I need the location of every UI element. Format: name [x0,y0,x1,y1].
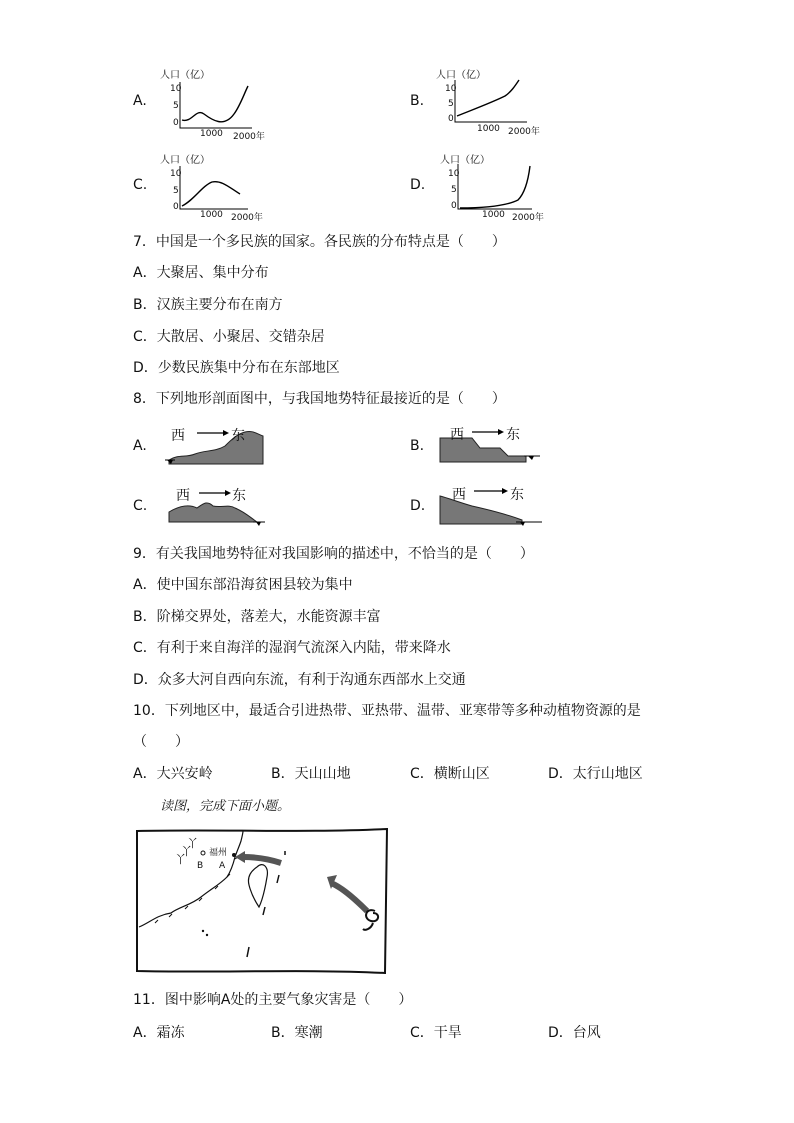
typhoon-map [135,827,389,975]
option-letter: A. [133,438,147,454]
xtick-1000: 1000 [482,210,505,220]
ytick-10: 10 [445,84,457,94]
q10-option-a[interactable]: A．大兴安岭 [133,766,213,782]
option-letter: B. [410,93,425,109]
q11-option-b[interactable]: B．寒潮 [271,1025,323,1041]
q9-option-d[interactable]: D．众多大河自西向东流，有利于沟通东西部水上交通 [133,672,466,688]
xtick-1000: 1000 [477,124,500,134]
q11-option-d[interactable]: D．台风 [548,1025,601,1041]
map-intro: 读图，完成下面小题。 [160,799,291,814]
population-graph-b [453,78,528,126]
q10-option-b[interactable]: B．天山山地 [271,766,351,782]
q7-option-d[interactable]: D．少数民族集中分布在东部地区 [133,360,340,376]
ytick-5: 5 [173,101,179,111]
ytick-0: 0 [173,202,179,212]
ytick-0: 0 [448,114,454,124]
west-label: 西 [171,428,185,444]
xtick-2000: 2000年 [233,132,265,142]
map-label-b: B [197,861,204,871]
q11-option-a[interactable]: A．霜冻 [133,1025,185,1041]
graph-ylabel: 人口（亿） [160,70,210,81]
east-label: 东 [510,487,524,503]
west-label: 西 [452,487,466,503]
map-label-a: A [219,861,226,871]
ytick-10: 10 [448,169,460,179]
xtick-2000: 2000年 [231,213,263,223]
q7-stem: 7．中国是一个多民族的国家。各民族的分布特点是（ ） [133,234,506,250]
option-letter: D. [410,498,426,514]
q10-option-c[interactable]: C．横断山区 [410,766,490,782]
ytick-10: 10 [170,84,182,94]
q10-option-d[interactable]: D．太行山地区 [548,766,643,782]
ytick-0: 0 [173,118,179,128]
xtick-1000: 1000 [200,129,223,139]
q9-option-c[interactable]: C．有利于来自海洋的湿润气流深入内陆，带来降水 [133,640,451,656]
option-letter: C. [133,177,148,193]
svg-text:丫: 丫 [181,845,192,858]
east-label: 东 [506,427,520,443]
ytick-10: 10 [170,169,182,179]
option-letter: B. [410,438,425,454]
q10-stem: 10．下列地区中，最适合引进热带、亚热带、温带、亚寒带等多种动植物资源的是 [133,703,641,719]
east-label: 东 [232,488,246,504]
q9-stem: 9．有关我国地势特征对我国影响的描述中，不恰当的是（ ） [133,546,534,562]
xtick-1000: 1000 [200,210,223,220]
graph-ylabel: 人口（亿） [436,70,486,81]
q11-stem: 11．图中影响A处的主要气象灾害是（ ） [133,992,413,1008]
graph-ylabel: 人口（亿） [160,155,210,166]
population-graph-a [178,80,253,130]
option-letter: D. [410,177,426,193]
q9-option-a[interactable]: A．使中国东部沿海贫困县较为集中 [133,577,353,593]
population-graph-d [456,162,534,212]
ytick-0: 0 [451,201,457,211]
svg-text:丫: 丫 [175,853,186,866]
west-label: 西 [450,427,464,443]
q11-option-c[interactable]: C．干旱 [410,1025,462,1041]
xtick-2000: 2000年 [512,213,544,223]
xtick-2000: 2000年 [508,127,540,137]
q7-option-a[interactable]: A．大聚居、集中分布 [133,265,269,281]
svg-text:丫: 丫 [187,837,198,850]
q10-stem-brackets: （ ） [133,734,189,750]
map-drawing [135,827,389,975]
map-city-label: 福州 [209,848,228,858]
west-label: 西 [176,488,190,504]
east-label: 东 [231,428,245,444]
q7-option-b[interactable]: B．汉族主要分布在南方 [133,297,283,313]
ytick-5: 5 [448,99,454,109]
option-letter: C. [133,498,148,514]
ytick-5: 5 [451,185,457,195]
population-graph-c [178,164,250,212]
q9-option-b[interactable]: B．阶梯交界处，落差大，水能资源丰富 [133,609,381,625]
graph-ylabel: 人口（亿） [440,155,490,166]
q8-stem: 8．下列地形剖面图中，与我国地势特征最接近的是（ ） [133,391,506,407]
option-letter: A. [133,93,147,109]
ytick-5: 5 [173,186,179,196]
q7-option-c[interactable]: C．大散居、小聚居、交错杂居 [133,329,325,345]
